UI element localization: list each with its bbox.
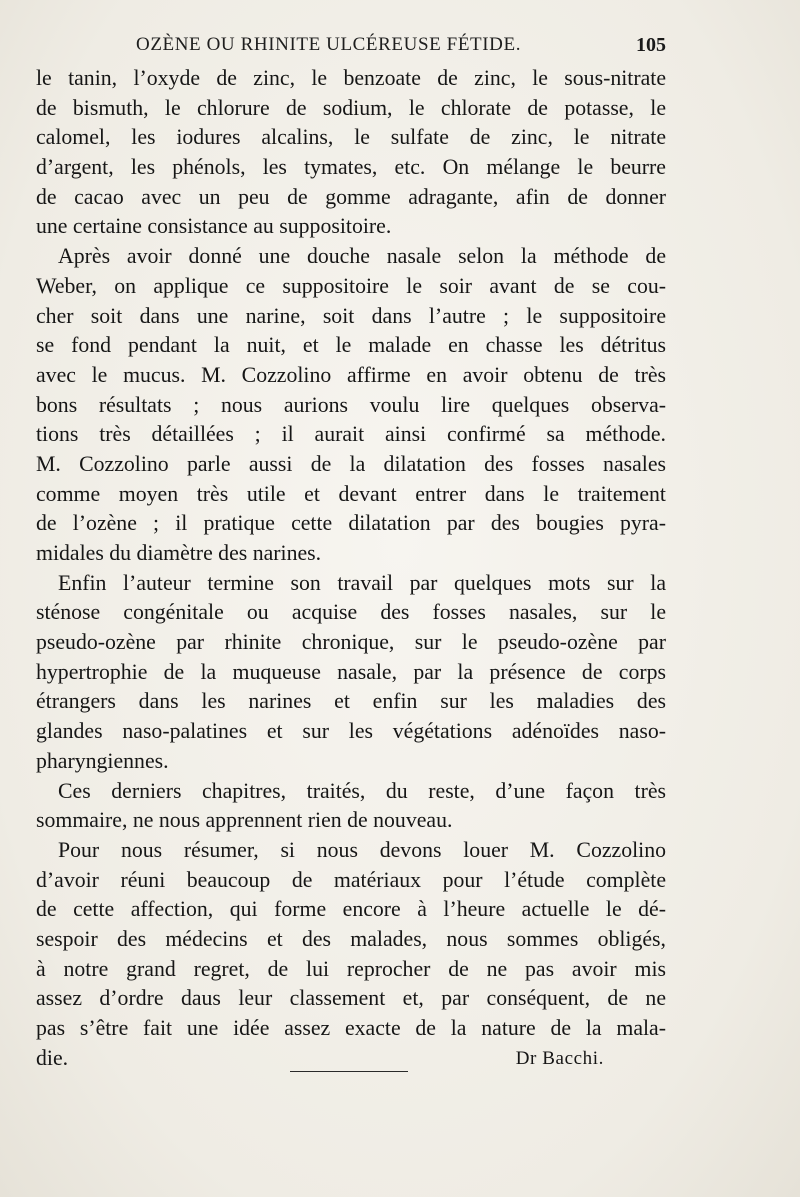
text-line: de bismuth, le chlorure de sodium, le chlorate de potasse, le [36, 95, 666, 120]
final-word: die. [36, 1045, 69, 1070]
text-line: cher soit dans une narine, soit dans l’autre ; le suppositoire [36, 303, 666, 328]
text-line: bons résultats ; nous aurions voulu lire quelques observa- [36, 392, 666, 417]
text-line: glandes naso-palatines et sur les végétations adénoïdes naso- [36, 719, 666, 744]
text-line: hypertrophie de la muqueuse nasale, par la présence de corps [36, 659, 666, 684]
text-line: à notre grand regret, de lui reprocher de ne pas avoir mis [36, 956, 666, 981]
page-number: 105 [636, 34, 666, 56]
text-line: le tanin, l’oxyde de zinc, le benzoate de zinc, le sous-nitrate [36, 66, 666, 90]
text-line: calomel, les iodures alcalins, le sulfate de zinc, le nitrate [36, 125, 666, 150]
text-line: Pour nous résumer, si nous devons louer M. Cozzolino [58, 837, 666, 862]
text-line: sommaire, ne nous apprennent rien de nouveau. [36, 808, 453, 833]
text-line: une certaine consistance au suppositoire. [36, 214, 392, 239]
text-line: Ces derniers chapitres, traités, du reste, d’une façon très [58, 778, 666, 803]
text-line: se fond pendant la nuit, et le malade en chasse les détritus [36, 333, 666, 358]
text-line: pharyngiennes. [36, 748, 169, 773]
text-line: avec le mucus. M. Cozzolino affirme en avoir obtenu de très [36, 362, 666, 387]
text-line: de cacao avec un peu de gomme adragante, afin de donner [36, 184, 666, 209]
text-line: comme moyen très utile et devant entrer dans le traitement [36, 481, 666, 506]
running-header [36, 34, 666, 60]
closing-line [36, 1044, 666, 1074]
text-line: d’argent, les phénols, les tymates, etc. On mélange le beurre [36, 155, 666, 180]
text-line: étrangers dans les narines et enfin sur les maladies des [36, 689, 666, 714]
text-line: midales du diamètre des narines. [36, 541, 322, 565]
running-title: OZÈNE OU RHINITE ULCÉREUSE FÉTIDE. [136, 34, 522, 55]
text-line: sténose congénitale ou acquise des fosses nasales, sur le [36, 600, 666, 625]
author-signature: Dr Bacchi. [515, 1047, 604, 1069]
text-line: tions très détaillées ; il aurait ainsi confirmé sa méthode. [36, 422, 666, 447]
text-line: pas s’être fait une idée assez exacte de la nature de la mala- [36, 1016, 666, 1040]
body-text [36, 64, 666, 1073]
text-line: Weber, on applique ce suppositoire le soir avant de se cou- [36, 273, 666, 298]
text-line: d’avoir réuni beaucoup de matériaux pour l’étude complète [36, 867, 666, 892]
text-line: M. Cozzolino parle aussi de la dilatation des fosses nasales [36, 451, 666, 476]
text-line: assez d’ordre daus leur classement et, par conséquent, de ne [36, 986, 666, 1011]
text-line: de l’ozène ; il pratique cette dilatation par des bougies pyra- [36, 511, 666, 536]
text-line: Après avoir donné une douche nasale selon la méthode de [58, 244, 666, 269]
text-line: pseudo-ozène par rhinite chronique, sur le pseudo-ozène par [36, 630, 666, 655]
text-line: de cette affection, qui forme encore à l’heure actuelle le dé- [36, 897, 666, 922]
text-line: Enfin l’auteur termine son travail par quelques mots sur la [58, 570, 666, 595]
text-line: sespoir des médecins et des malades, nous sommes obligés, [36, 926, 666, 951]
section-end-rule [290, 1071, 408, 1072]
